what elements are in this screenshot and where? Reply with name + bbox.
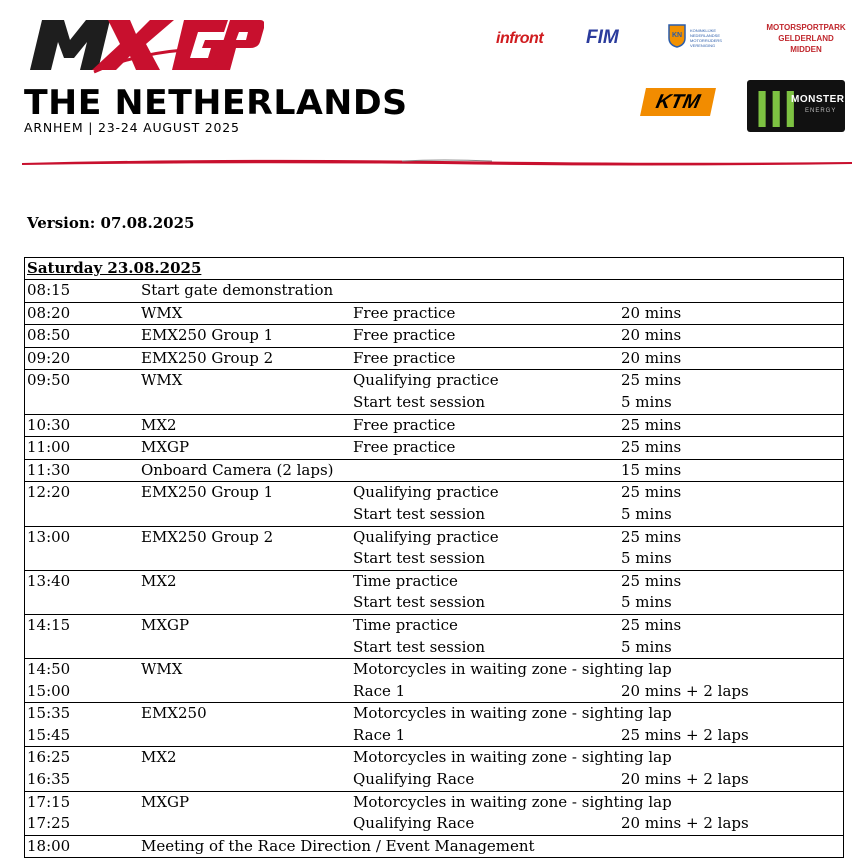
time-cell: 14:50 bbox=[27, 660, 71, 679]
class-cell: MXGP bbox=[141, 438, 190, 457]
table-row bbox=[25, 681, 843, 703]
infront-logo: infront bbox=[496, 30, 544, 47]
table-row bbox=[25, 325, 843, 347]
table-row bbox=[25, 592, 843, 614]
version-label: Version: 07.08.2025 bbox=[27, 214, 195, 232]
class-cell: EMX250 bbox=[141, 704, 207, 723]
session-cell: Qualifying practice bbox=[353, 527, 499, 546]
session-cell: Qualifying Race bbox=[353, 770, 475, 789]
schedule-block bbox=[25, 791, 843, 835]
time-cell: 16:35 bbox=[27, 770, 71, 789]
table-row bbox=[25, 637, 843, 659]
session-cell: Qualifying Race bbox=[353, 814, 475, 833]
gelderland-line-3: MIDDEN bbox=[790, 45, 822, 54]
table-row bbox=[25, 392, 843, 414]
gelderland-line-1: MOTORSPORTPARK bbox=[766, 23, 846, 32]
fim-logo: FIM bbox=[586, 27, 619, 48]
time-cell: 16:25 bbox=[27, 748, 71, 767]
time-cell: 18:00 bbox=[27, 836, 71, 855]
time-cell: 13:00 bbox=[27, 527, 71, 546]
table-row bbox=[25, 813, 843, 835]
class-cell: MXGP bbox=[141, 792, 190, 811]
class-cell: EMX250 Group 1 bbox=[141, 483, 274, 502]
class-cell: WMX bbox=[141, 303, 183, 322]
session-cell: Motorcycles in waiting zone - sighting lap bbox=[353, 748, 672, 767]
session-cell: Free practice bbox=[353, 303, 456, 322]
time-cell: 09:50 bbox=[27, 371, 71, 390]
class-cell: MX2 bbox=[141, 748, 177, 767]
schedule-block bbox=[25, 414, 843, 437]
schedule-block bbox=[25, 614, 843, 658]
session-cell: Start test session bbox=[353, 504, 486, 523]
table-row bbox=[25, 527, 843, 549]
time-cell: 08:50 bbox=[27, 326, 71, 345]
duration-cell: 20 mins + 2 laps bbox=[621, 770, 749, 789]
time-cell: 11:30 bbox=[27, 460, 71, 479]
duration-cell: 25 mins + 2 laps bbox=[621, 725, 749, 744]
duration-cell: 5 mins bbox=[621, 549, 672, 568]
table-row bbox=[25, 792, 843, 814]
table-row bbox=[25, 437, 843, 459]
svg-text:KN: KN bbox=[671, 32, 683, 39]
duration-cell: 25 mins bbox=[621, 527, 682, 546]
duration-cell: 5 mins bbox=[621, 392, 672, 411]
time-cell: 10:30 bbox=[27, 415, 71, 434]
table-row bbox=[25, 836, 843, 858]
schedule-block bbox=[25, 369, 843, 413]
time-cell: 17:25 bbox=[27, 814, 71, 833]
session-cell: Start test session bbox=[353, 549, 486, 568]
class-cell: Meeting of the Race Direction / Event Management bbox=[141, 836, 535, 855]
session-cell: Race 1 bbox=[353, 725, 406, 744]
class-cell: MX2 bbox=[141, 571, 177, 590]
class-cell: WMX bbox=[141, 371, 183, 390]
duration-cell: 25 mins bbox=[621, 483, 682, 502]
event-subtitle: ARNHEM | 23-24 AUGUST 2025 bbox=[24, 120, 240, 135]
monster-claw-icon: ǀǀǀ bbox=[755, 84, 798, 128]
duration-cell: 25 mins bbox=[621, 371, 682, 390]
red-brush-divider bbox=[22, 156, 852, 168]
ktm-logo: KTM bbox=[640, 88, 716, 116]
table-row bbox=[25, 460, 843, 482]
duration-cell: 5 mins bbox=[621, 637, 672, 656]
event-title: THE NETHERLANDS bbox=[24, 83, 408, 123]
knmv-text: KONINKLIJKE NEDERLANDSE MOTORRIJDERS VERENIGING bbox=[690, 28, 722, 48]
table-row bbox=[25, 348, 843, 370]
class-cell: MXGP bbox=[141, 615, 190, 634]
session-cell: Start test session bbox=[353, 637, 486, 656]
duration-cell: 15 mins bbox=[621, 460, 682, 479]
table-row bbox=[25, 548, 843, 570]
class-cell: WMX bbox=[141, 660, 183, 679]
class-cell: MX2 bbox=[141, 415, 177, 434]
schedule-block bbox=[25, 481, 843, 525]
duration-cell: 20 mins + 2 laps bbox=[621, 814, 749, 833]
duration-cell: 20 mins bbox=[621, 303, 682, 322]
day-header: Saturday 23.08.2025 bbox=[25, 258, 843, 280]
gelderland-logo bbox=[764, 22, 848, 55]
schedule-block bbox=[25, 280, 843, 302]
duration-cell: 5 mins bbox=[621, 593, 672, 612]
table-row bbox=[25, 280, 843, 302]
session-cell: Qualifying practice bbox=[353, 371, 499, 390]
mxgp-logo bbox=[24, 14, 264, 74]
class-cell: EMX250 Group 1 bbox=[141, 326, 274, 345]
table-row bbox=[25, 504, 843, 526]
schedule-table bbox=[24, 257, 844, 858]
duration-cell: 20 mins bbox=[621, 348, 682, 367]
table-row bbox=[25, 571, 843, 593]
duration-cell: 20 mins + 2 laps bbox=[621, 681, 749, 700]
time-cell: 08:20 bbox=[27, 303, 71, 322]
session-cell: Race 1 bbox=[353, 681, 406, 700]
knmv-logo bbox=[668, 24, 728, 54]
time-cell: 17:15 bbox=[27, 792, 71, 811]
class-cell: Start gate demonstration bbox=[141, 281, 334, 299]
session-cell: Start test session bbox=[353, 593, 486, 612]
table-row bbox=[25, 482, 843, 504]
schedule-block bbox=[25, 526, 843, 570]
schedule-block bbox=[25, 347, 843, 370]
schedule-block bbox=[25, 570, 843, 614]
class-cell: EMX250 Group 2 bbox=[141, 527, 274, 546]
session-cell: Motorcycles in waiting zone - sighting lap bbox=[353, 660, 672, 679]
schedule-block bbox=[25, 302, 843, 325]
session-cell: Time practice bbox=[353, 571, 458, 590]
monster-energy-logo bbox=[747, 80, 845, 132]
session-cell: Motorcycles in waiting zone - sighting lap bbox=[353, 792, 672, 811]
time-cell: 09:20 bbox=[27, 348, 71, 367]
schedule-block bbox=[25, 459, 843, 482]
session-cell: Free practice bbox=[353, 415, 456, 434]
session-cell: Start test session bbox=[353, 392, 486, 411]
duration-cell: 5 mins bbox=[621, 504, 672, 523]
session-cell: Free practice bbox=[353, 326, 456, 345]
table-row bbox=[25, 370, 843, 392]
table-row bbox=[25, 703, 843, 725]
session-cell: Motorcycles in waiting zone - sighting lap bbox=[353, 704, 672, 723]
time-cell: 15:45 bbox=[27, 725, 71, 744]
session-cell: Free practice bbox=[353, 348, 456, 367]
session-cell: Time practice bbox=[353, 615, 458, 634]
table-row bbox=[25, 725, 843, 747]
class-cell: EMX250 Group 2 bbox=[141, 348, 274, 367]
monster-wordmark: MONSTER bbox=[791, 94, 845, 105]
schedule-body bbox=[25, 280, 843, 857]
schedule-block bbox=[25, 324, 843, 347]
schedule-block bbox=[25, 436, 843, 459]
knmv-shield-icon bbox=[668, 24, 686, 48]
table-row bbox=[25, 747, 843, 769]
table-row bbox=[25, 303, 843, 325]
duration-cell: 25 mins bbox=[621, 571, 682, 590]
duration-cell: 25 mins bbox=[621, 615, 682, 634]
monster-energy-text: ENERGY bbox=[805, 108, 837, 114]
class-cell: Onboard Camera (2 laps) bbox=[141, 460, 334, 479]
schedule-block bbox=[25, 746, 843, 790]
schedule-block bbox=[25, 702, 843, 746]
duration-cell: 25 mins bbox=[621, 415, 682, 434]
time-cell: 15:35 bbox=[27, 704, 71, 723]
time-cell: 11:00 bbox=[27, 438, 71, 457]
duration-cell: 20 mins bbox=[621, 326, 682, 345]
table-row bbox=[25, 769, 843, 791]
gelderland-line-2: GELDERLAND bbox=[778, 34, 834, 43]
time-cell: 13:40 bbox=[27, 571, 71, 590]
table-row bbox=[25, 659, 843, 681]
time-cell: 08:15 bbox=[27, 281, 71, 299]
schedule-block bbox=[25, 658, 843, 702]
table-row bbox=[25, 615, 843, 637]
session-cell: Free practice bbox=[353, 438, 456, 457]
duration-cell: 25 mins bbox=[621, 438, 682, 457]
time-cell: 15:00 bbox=[27, 681, 71, 700]
time-cell: 12:20 bbox=[27, 483, 71, 502]
table-row bbox=[25, 415, 843, 437]
schedule-block bbox=[25, 835, 843, 858]
time-cell: 14:15 bbox=[27, 615, 71, 634]
session-cell: Qualifying practice bbox=[353, 483, 499, 502]
